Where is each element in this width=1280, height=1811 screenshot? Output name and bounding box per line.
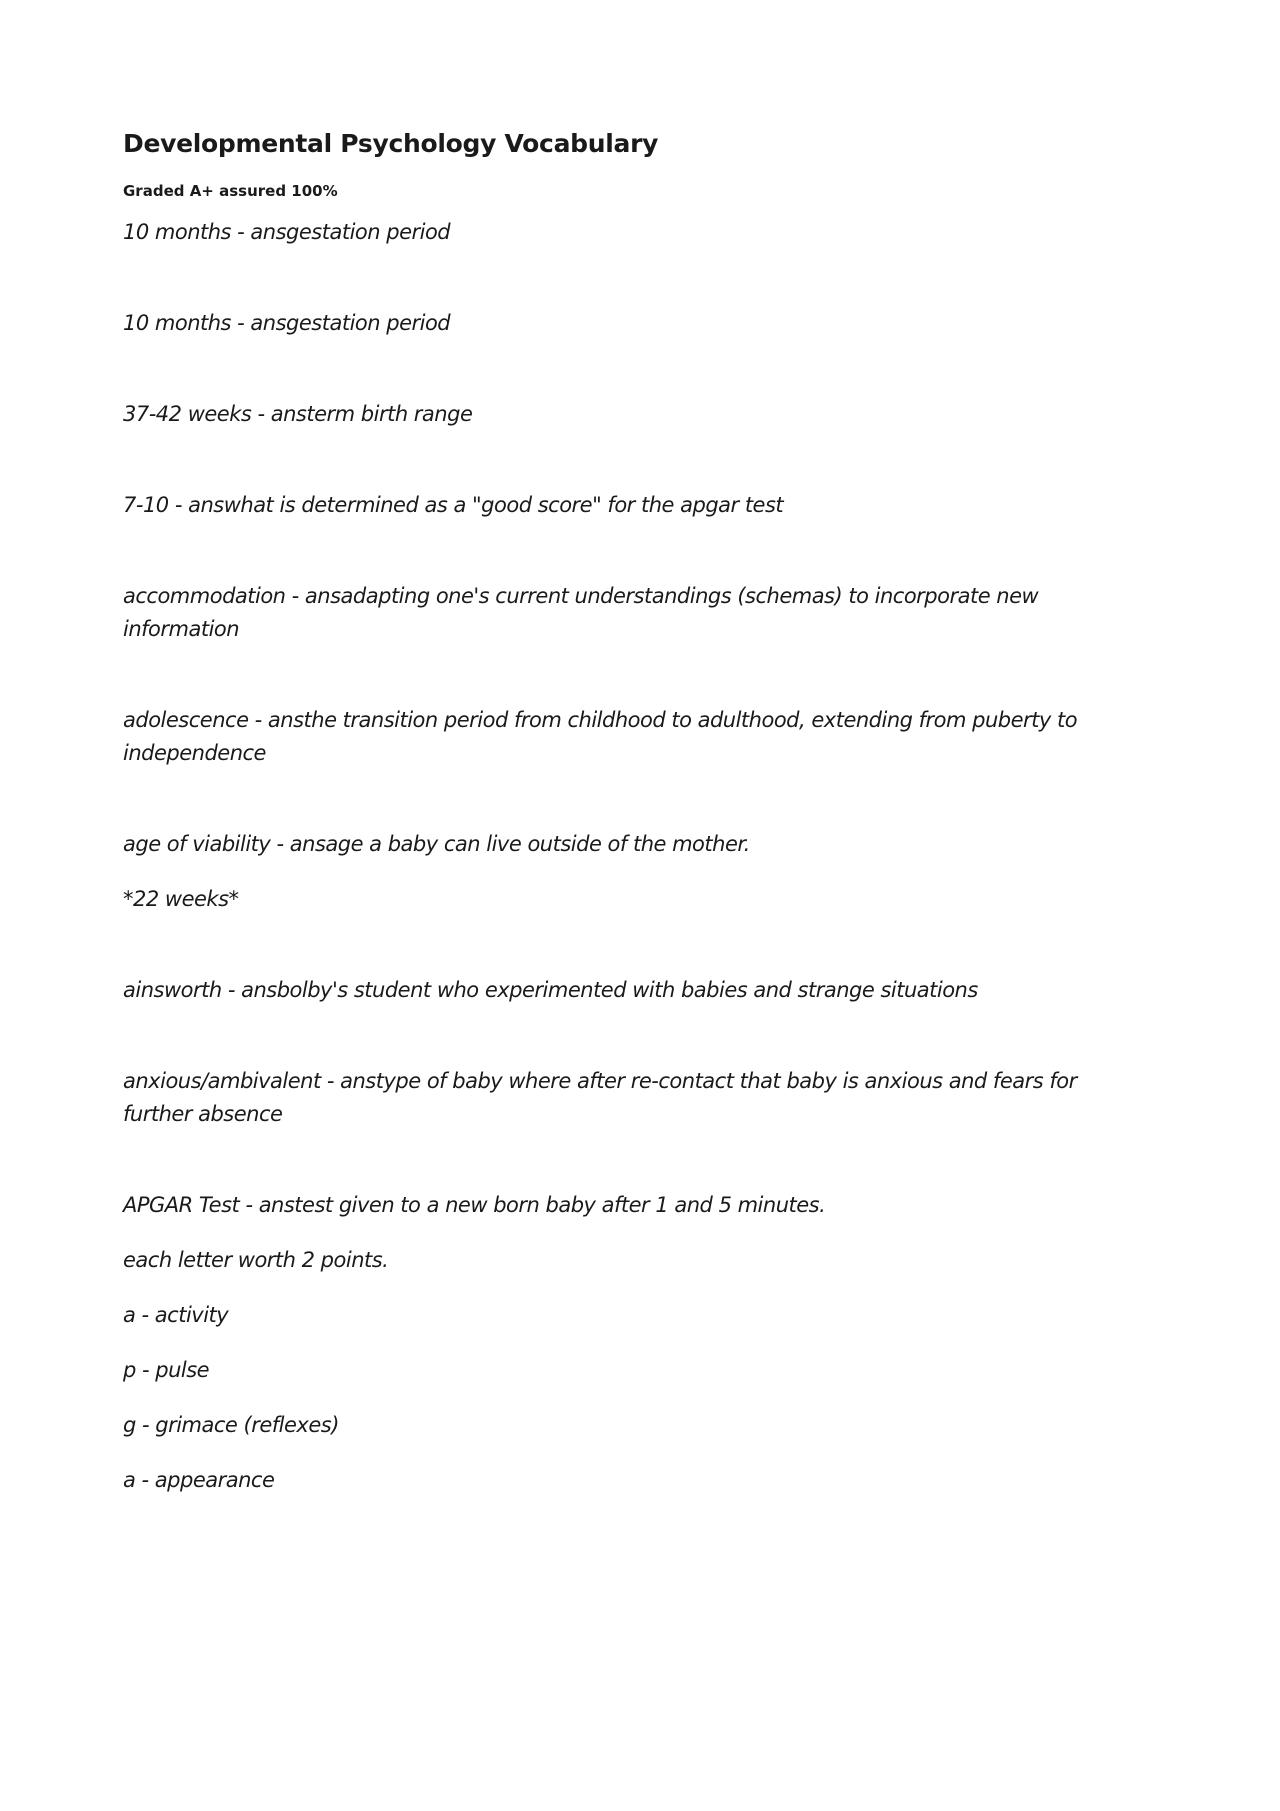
document-title: Developmental Psychology Vocabulary [123,129,659,158]
entry-note: *22 weeks* [123,887,239,911]
entry-text: accommodation - ansadapting one's current understandings (schemas) to incorporate new information [123,584,1039,641]
entry-text: APGAR Test - anstest given to a new born baby after 1 and 5 minutes. [123,1193,826,1217]
vocabulary-entry [123,580,1133,646]
vocabulary-entry [123,216,1133,249]
entry-note: p - pulse [123,1358,210,1382]
entry-note: a - appearance [123,1468,275,1492]
entry-note: a - activity [123,1303,229,1327]
entry-text: 7-10 - answhat is determined as a "good score" for the apgar test [123,493,784,517]
entry-text: age of viability - ansage a baby can live outside of the mother. [123,832,750,856]
vocabulary-list [123,216,1133,1497]
entry-text: ainsworth - ansbolby's student who experimented with babies and strange situations [123,978,978,1002]
vocabulary-entry [123,1189,1133,1497]
entry-text: 10 months - ansgestation period [123,220,451,244]
entry-note: each letter worth 2 points. [123,1248,389,1272]
vocabulary-entry [123,489,1133,522]
entry-text: 10 months - ansgestation period [123,311,451,335]
entry-text: 37-42 weeks - ansterm birth range [123,402,473,426]
vocabulary-entry [123,974,1133,1007]
entry-note: g - grimace (reflexes) [123,1413,339,1437]
entry-text: anxious/ambivalent - anstype of baby where after re-contact that baby is anxious and fears for further absence [123,1069,1077,1126]
vocabulary-entry [123,704,1133,770]
document-content [123,122,1133,1555]
document-subtitle: Graded A+ assured 100% [123,182,338,200]
vocabulary-entry [123,307,1133,340]
vocabulary-entry [123,828,1133,916]
vocabulary-entry [123,398,1133,431]
entry-text: adolescence - ansthe transition period from childhood to adulthood, extending from puberty to independence [123,708,1078,765]
vocabulary-entry [123,1065,1133,1131]
